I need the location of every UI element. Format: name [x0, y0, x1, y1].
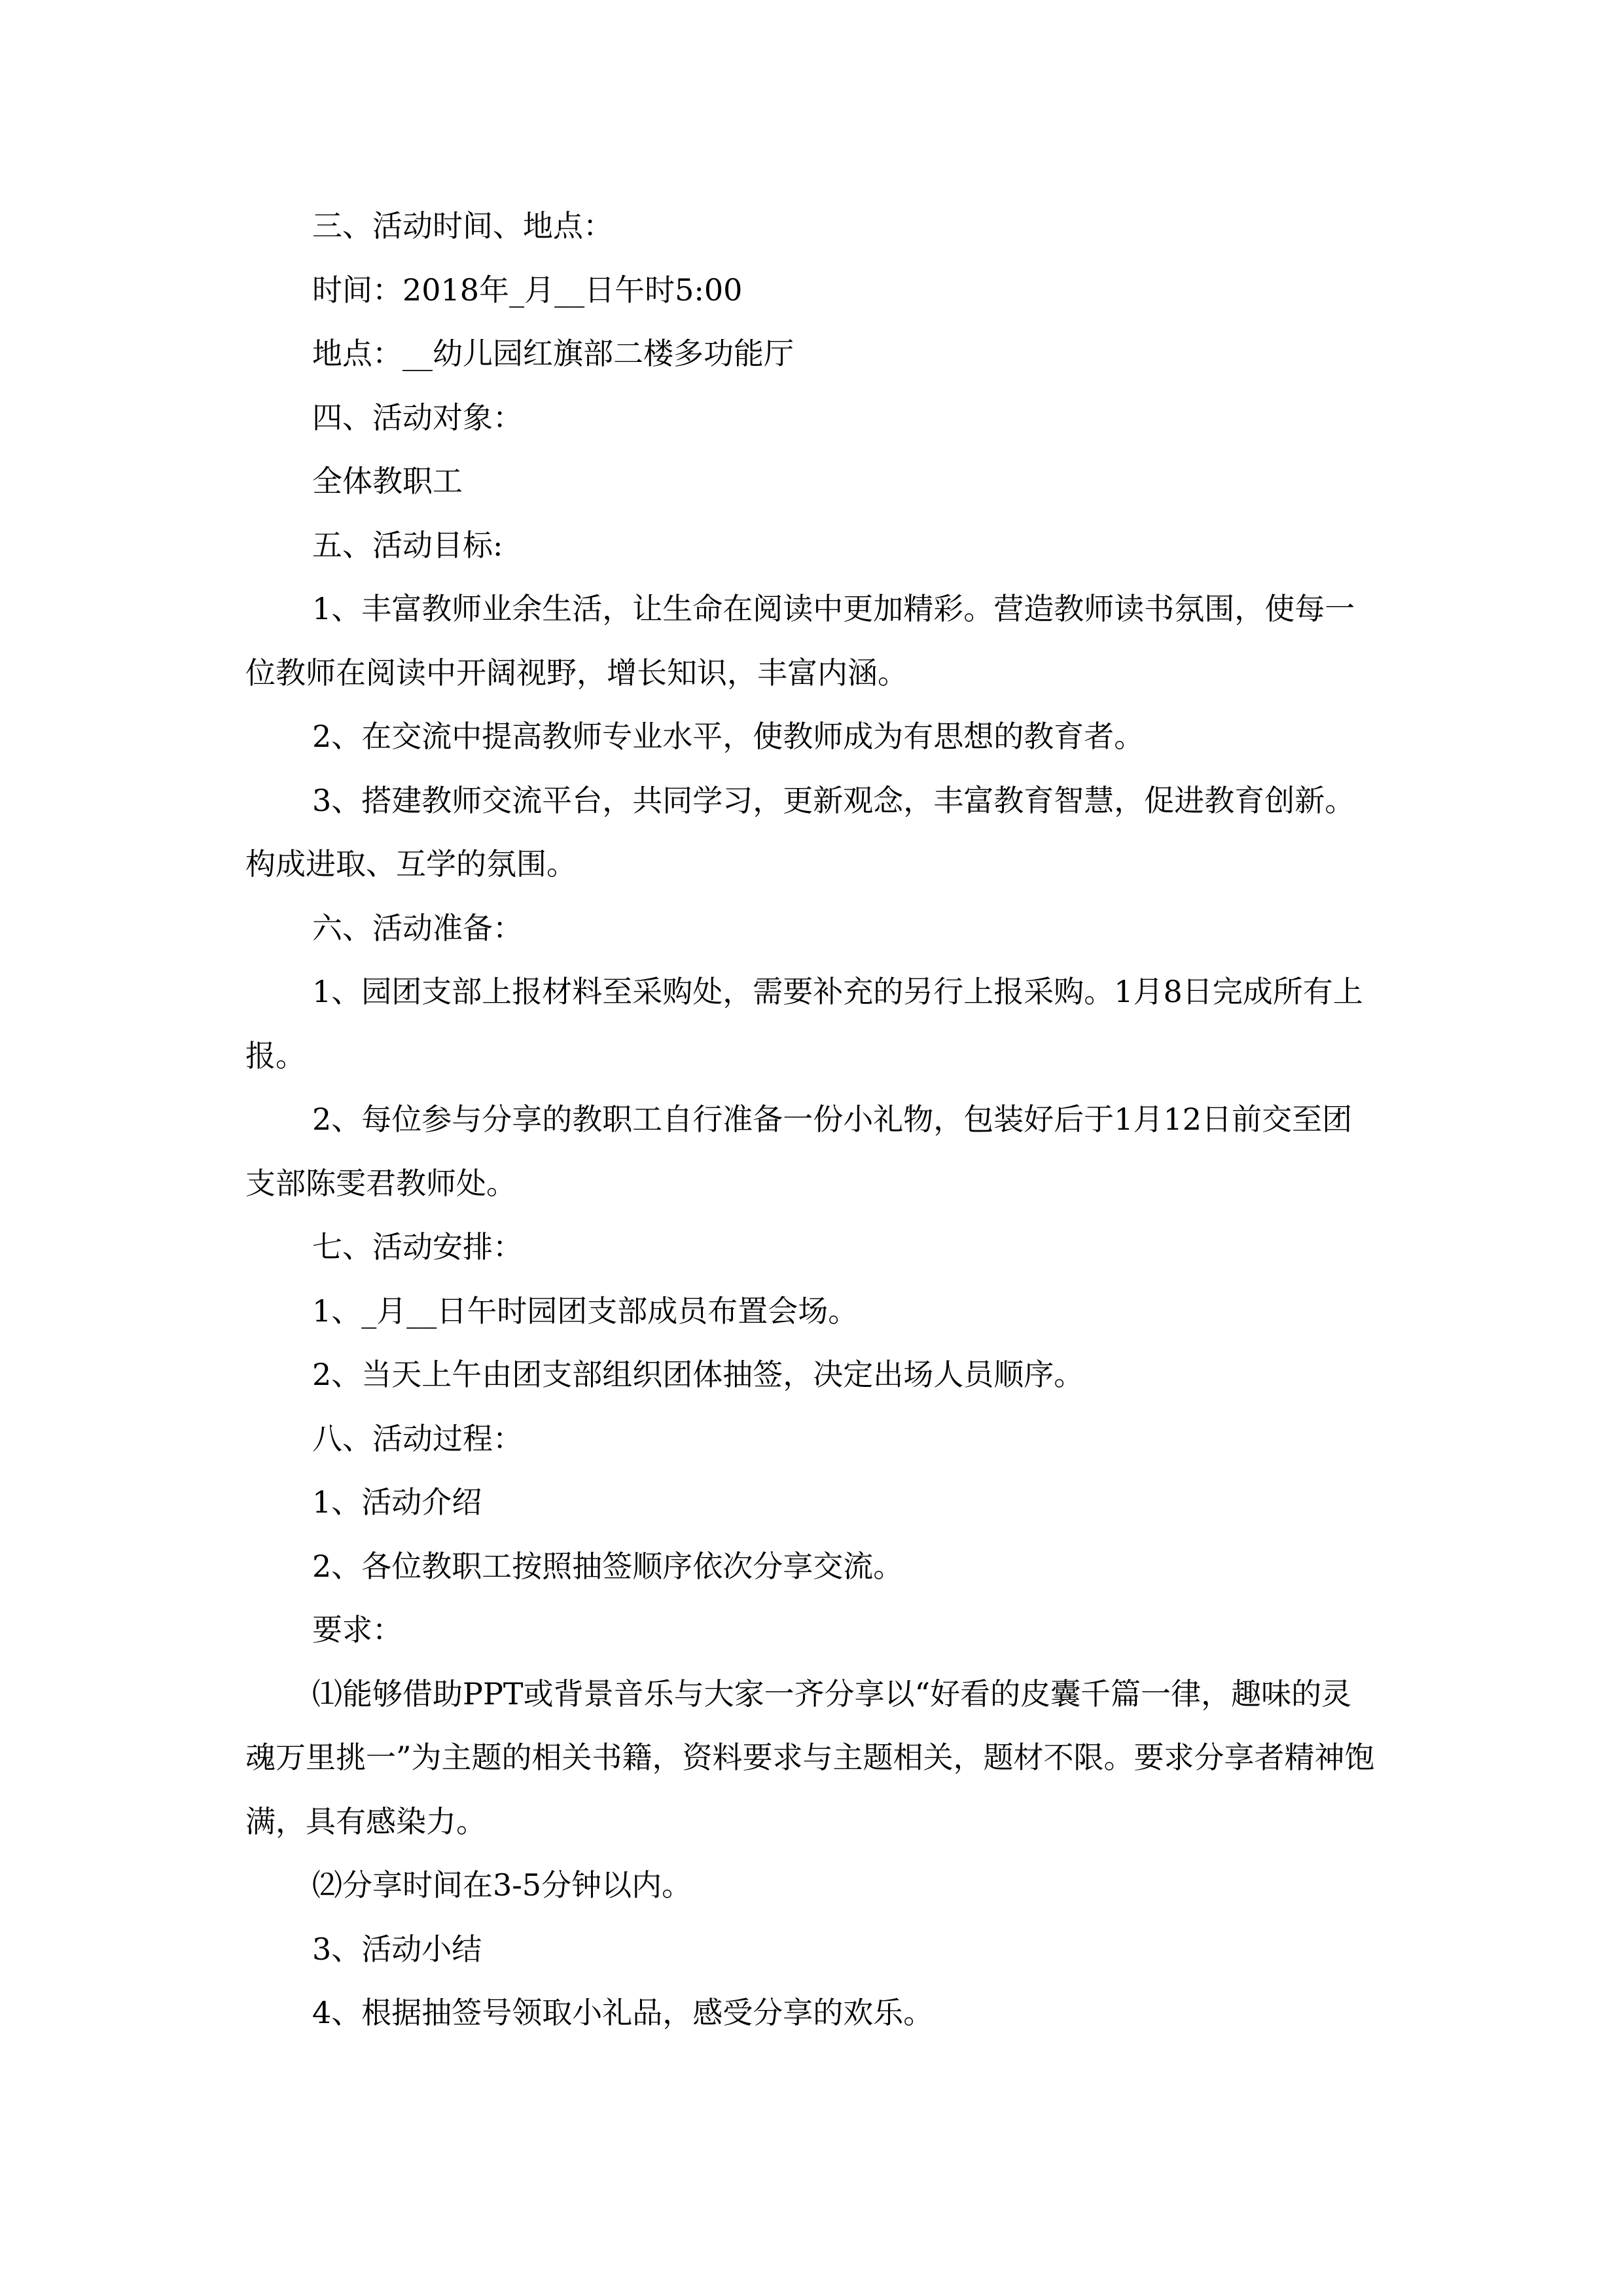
- paragraph-goal-2: 2、在交流中提高教师专业水平，使教师成为有思想的教育者。: [312, 719, 1145, 754]
- paragraph-process-4: 4、根据抽签号领取小礼品，感受分享的欢乐。: [312, 1995, 934, 2030]
- paragraph-audience: 全体教职工: [312, 463, 463, 499]
- paragraph-process-2: 2、各位教职工按照抽签顺序依次分享交流。: [312, 1548, 904, 1584]
- paragraph-arrangement-1: 1、_月__日午时园团支部成员布置会场。: [312, 1293, 859, 1329]
- document-body: [245, 194, 1378, 2045]
- section-heading-process: 八、活动过程：: [312, 1420, 523, 1456]
- section-heading-time-place: 三、活动时间、地点：: [312, 208, 613, 243]
- section-heading-audience: 四、活动对象：: [312, 399, 523, 435]
- paragraph-requirement-2: ⑵分享时间在3-5分钟以内。: [312, 1867, 692, 1903]
- paragraph-goal-1: 1、丰富教师业余生活，让生命在阅读中更加精彩。营造教师读书氛围，使每一位教师在阅读中开阔视野，增长知识，丰富内涵。: [245, 591, 1355, 691]
- paragraph-requirements-heading: 要求：: [312, 1612, 402, 1647]
- section-heading-goals: 五、活动目标:: [312, 527, 503, 563]
- paragraph-process-3: 3、活动小结: [312, 1931, 482, 1967]
- paragraph-process-1: 1、活动介绍: [312, 1484, 482, 1520]
- paragraph-preparation-1: 1、园团支部上报材料至采购处，需要补充的另行上报采购。1月8日完成所有上报。: [245, 974, 1363, 1073]
- paragraph-time: 时间：2018年_月__日午时5:00: [312, 272, 743, 308]
- paragraph-arrangement-2: 2、当天上午由团支部组织团体抽签，决定出场人员顺序。: [312, 1357, 1084, 1392]
- paragraph-requirement-1: ⑴能够借助PPT或背景音乐与大家一齐分享以“好看的皮囊千篇一律，趣味的灵魂万里挑一”为主题的相关书籍，资料要求与主题相关，题材不限。要求分享者精神饱满，具有感染力。: [245, 1676, 1375, 1839]
- paragraph-goal-3: 3、搭建教师交流平台，共同学习，更新观念，丰富教育智慧，促进教育创新。构成进取、互学的氛围。: [245, 782, 1355, 882]
- section-heading-preparation: 六、活动准备：: [312, 910, 523, 946]
- section-heading-arrangement: 七、活动安排：: [312, 1229, 523, 1265]
- paragraph-preparation-2: 2、每位参与分享的教职工自行准备一份小礼物，包装好后于1月12日前交至团支部陈雯君教师处。: [245, 1102, 1353, 1201]
- paragraph-place: 地点：__幼儿园红旗部二楼多功能厅: [312, 336, 794, 371]
